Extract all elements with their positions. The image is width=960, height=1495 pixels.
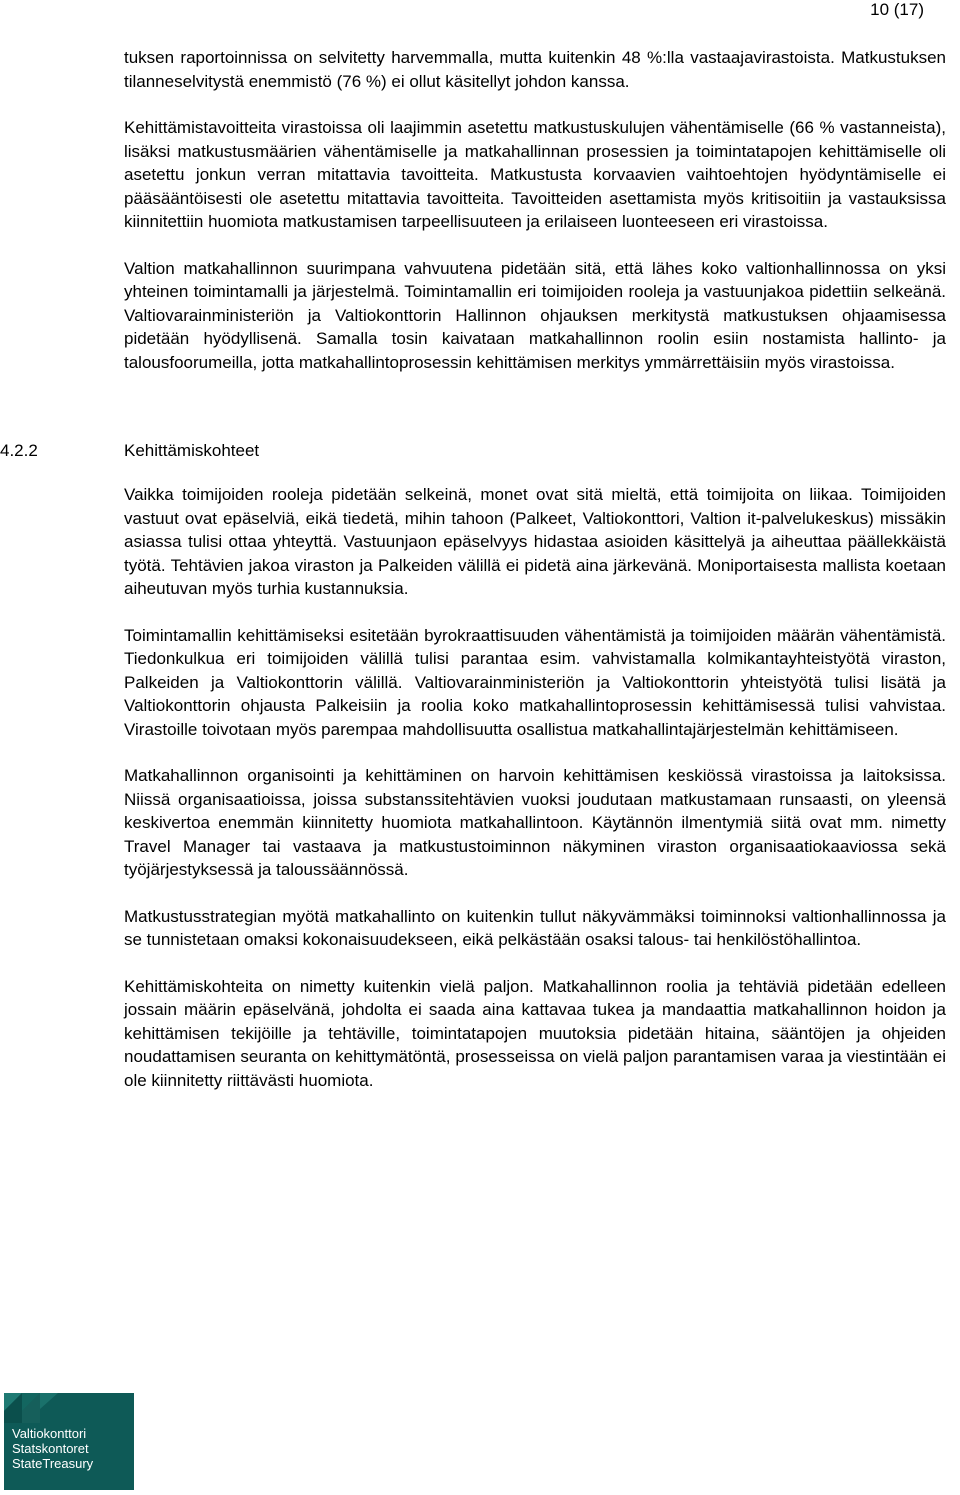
page-number: 10 (17) [870,0,924,19]
logo-pattern-icon [4,1393,134,1423]
valtiokonttori-logo [4,1393,134,1490]
section-title: Kehittämiskohteet [124,441,260,460]
logo-line: StateTreasury [12,1456,94,1471]
body-text-upper [124,46,946,397]
logo-line: Valtiokonttori [12,1426,87,1441]
paragraph: Vaikka toimijoiden rooleja pidetään selkeinä, monet ovat sitä mieltä, että toimijoita on liikaa. Toimijoiden vastuut ovat epäselviä, eikä tiedetä, mihin tahoon (Palkeet, Valtiokonttori, Valtion it-palvelukeskus) missäkin asiassa tulisi ottaa yhteyttä. Vastuunjaon epäselvyys hidastaa asioiden käsittelyä ja aiheuttaa päällekkäistä työtä. Tehtävien jakoa viraston ja Palkeiden välillä ei pidetä aina järkevänä. Moniportaisesta mallista koetaan aiheutuvan myös turhia kustannuksia. [124,485,946,598]
paragraph: Kehittämistavoitteita virastoissa oli laajimmin asetettu matkustuskulujen vähentämiselle (66 % vastanneista), lisäksi matkustusmäärien vähentämiselle ja matkahallinnan prosessien ja toimintatapojen kehittämiselle oli asetettu jonkun verran mitattavia tavoitteita. Matkustusta korvaavien vaihtoehtojen hyödyntämiselle ei pääsääntöisesti ole asetettu mitattavia tavoitteita. Tavoitteiden asettamista myös kritisoitiin ja vastauksissa kiinnitettiin huomiota matkustamisen tarpeellisuuteen ja erilaiseen luonteeseen eri virastoissa. [124,118,946,231]
body-text-lower [124,483,946,1115]
paragraph: Matkustusstrategian myötä matkahallinto on kuitenkin tullut näkyvämmäksi toiminnoksi valtionhallinnossa ja se tunnistetaan omaksi kokonaisuudekseen, eikä pelkästään osaksi talous- tai henkilöstöhallintoa. [124,906,946,949]
paragraph: Matkahallinnon organisointi ja kehittäminen on harvoin kehittämisen keskiössä virastoissa ja laitoksissa. Niissä organisaatioissa, joissa substanssitehtävien vuoksi joudutaan matkustamaan runsaasti, on yleensä keskivertoa enemmän kiinnitetty huomiota matkahallintoon. Käytännön ilmentymiä siitä ovat mm. nimetty Travel Manager tai vastaava ja matkustustoiminnon näkyminen viraston organisaatiokaaviossa sekä työjärjestyksessä ja taloussäännössä. [124,766,946,879]
section-number: 4.2.2 [0,441,38,460]
paragraph: Kehittämiskohteita on nimetty kuitenkin vielä paljon. Matkahallinnon roolia ja tehtäviä pidetään edelleen jossain määrin epäselvänä, johdolta ei saada aina kattavaa tukea ja mandaattia matkahallinnon hoidon ja kehittämisen tekijöille ja tehtäville, toimintatapojen muutoksia pidetään hitaina, sääntöjen ja ohjeiden noudattamisen seuranta on kehittymätöntä, prosesseissa on vielä paljon parantamisen varaa ja viestintään ei ole kiinnitetty riittävästi huomiota. [124,976,946,1090]
paragraph: tuksen raportoinnissa on selvitetty harvemmalla, mutta kuitenkin 48 %:lla vastaajavirastoista. Matkustuksen tilanneselvitystä enemmistö (76 %) ei ollut käsitellyt johdon kanssa. [124,48,946,91]
logo-line: Statskontoret [12,1441,89,1456]
paragraph: Toimintamallin kehittämiseksi esitetään byrokraattisuuden vähentämistä ja toimijoiden määrän vähentämistä. Tiedonkulkua eri toimijoiden välillä tulisi parantaa esim. vahvistamalla kolmikantayhteistyötä viraston, Palkeiden ja Valtiokonttorin välillä. Valtiovarainministeriön ja Valtiokonttorin yhteistyötä tulisi lisätä ja Valtiokonttorin ohjausta Palkeisiin ja roolia koko matkahallintoprosessin kehittämisessä tulisi vahvistaa. Virastoille toivotaan myös parempaa mahdollisuutta osallistua matkahallintajärjestelmän kehittämiseen. [124,625,946,739]
paragraph: Valtion matkahallinnon suurimpana vahvuutena pidetään sitä, että lähes koko valtionhallinnossa on yksi yhteinen toimintamalli ja järjestelmä. Toimintamallin eri toimijoiden rooleja ja vastuunjakoa pidettiin selkeänä. Valtiovarainministeriön ja Valtiokonttorin Hallinnon ohjauksen merkitystä matkustuksen ohjaamisessa pidetään hyödyllisenä. Samalla tosin kaivataan matkahallinnon roolin esiin nostamista hallinto- ja talousfoorumeilla, jotta matkahallintoprosessin kehittämisen merkitys ymmärrettäisiin myös virastoissa. [124,258,946,372]
logo-text [12,1426,93,1471]
